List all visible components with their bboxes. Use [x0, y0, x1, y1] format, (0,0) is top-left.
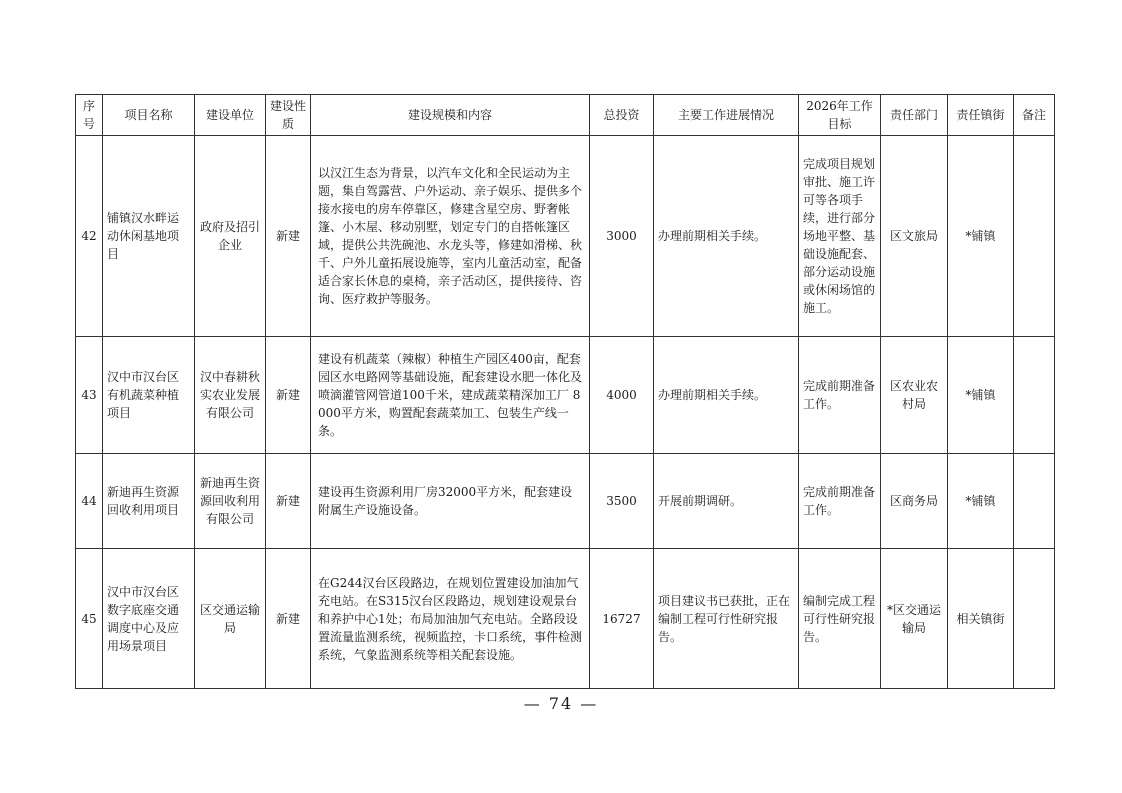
table-header-row [76, 95, 1055, 136]
cell-goal: 完成前期准备工作。 [799, 454, 881, 549]
cell-name: 汉中市汉台区有机蔬菜种植项目 [103, 337, 195, 454]
cell-street: *铺镇 [948, 337, 1014, 454]
cell-goal: 编制完成工程可行性研究报告。 [799, 549, 881, 689]
header-name: 项目名称 [103, 95, 195, 136]
cell-unit: 新迪再生资源回收利用有限公司 [195, 454, 266, 549]
cell-investment: 4000 [590, 337, 654, 454]
cell-unit: 区交通运输局 [195, 549, 266, 689]
cell-dept: 区农业农村局 [881, 337, 948, 454]
table-row [76, 136, 1055, 337]
header-remark: 备注 [1014, 95, 1055, 136]
table-row [76, 337, 1055, 454]
cell-progress: 项目建议书已获批，正在编制工程可行性研究报告。 [654, 549, 799, 689]
cell-progress: 办理前期相关手续。 [654, 337, 799, 454]
cell-progress: 开展前期调研。 [654, 454, 799, 549]
cell-unit: 政府及招引企业 [195, 136, 266, 337]
cell-index: 42 [76, 136, 103, 337]
cell-progress: 办理前期相关手续。 [654, 136, 799, 337]
cell-nature: 新建 [266, 136, 311, 337]
cell-street: 相关镇街 [948, 549, 1014, 689]
table-row [76, 454, 1055, 549]
cell-remark [1014, 337, 1055, 454]
cell-investment: 3500 [590, 454, 654, 549]
cell-goal: 完成前期准备工作。 [799, 337, 881, 454]
cell-street: *铺镇 [948, 136, 1014, 337]
header-scope: 建设规模和内容 [311, 95, 590, 136]
header-unit: 建设单位 [195, 95, 266, 136]
page-number: — 74 — [523, 694, 599, 713]
header-index: 序号 [76, 95, 103, 136]
cell-dept: *区交通运输局 [881, 549, 948, 689]
cell-nature: 新建 [266, 549, 311, 689]
cell-goal: 完成项目规划审批、施工许可等各项手续，进行部分场地平整、基础设施配套、部分运动设施或休闲场馆的施工。 [799, 136, 881, 337]
cell-remark [1014, 549, 1055, 689]
header-investment: 总投资 [590, 95, 654, 136]
header-street: 责任镇街 [948, 95, 1014, 136]
header-nature: 建设性质 [266, 95, 311, 136]
header-dept: 责任部门 [881, 95, 948, 136]
cell-dept: 区文旅局 [881, 136, 948, 337]
cell-nature: 新建 [266, 454, 311, 549]
cell-scope: 以汉江生态为背景，以汽车文化和全民运动为主题，集自驾露营、户外运动、亲子娱乐、提供多个接水接电的房车停靠区，修建含星空房、野奢帐篷、小木屋、移动别墅，划定专门的自搭帐篷区域，提供公共洗碗池、水龙头等，修建如滑梯、秋千、户外儿童拓展设施等，室内儿童活动室，配备适合家长休息的桌椅，亲子活动区，提供接待、咨询、医疗救护等服务。 [311, 136, 590, 337]
table-row [76, 549, 1055, 689]
cell-scope: 建设有机蔬菜（辣椒）种植生产园区400亩，配套园区水电路网等基础设施，配套建设水肥一体化及喷滴灌管网管道100千米，建成蔬菜精深加工厂 8000平方米，购置配套蔬菜加工、包装生产线一条。 [311, 337, 590, 454]
cell-investment: 16727 [590, 549, 654, 689]
project-table [75, 94, 1055, 689]
cell-investment: 3000 [590, 136, 654, 337]
cell-index: 43 [76, 337, 103, 454]
cell-name: 新迪再生资源回收利用项目 [103, 454, 195, 549]
cell-name: 汉中市汉台区数字底座交通调度中心及应用场景项目 [103, 549, 195, 689]
cell-index: 45 [76, 549, 103, 689]
header-goal: 2026年工作目标 [799, 95, 881, 136]
header-progress: 主要工作进展情况 [654, 95, 799, 136]
cell-unit: 汉中春耕秋实农业发展有限公司 [195, 337, 266, 454]
cell-scope: 建设再生资源利用厂房32000平方米，配套建设附属生产设施设备。 [311, 454, 590, 549]
cell-street: *铺镇 [948, 454, 1014, 549]
cell-dept: 区商务局 [881, 454, 948, 549]
cell-index: 44 [76, 454, 103, 549]
cell-name: 铺镇汉水畔运动休闲基地项目 [103, 136, 195, 337]
cell-remark [1014, 454, 1055, 549]
cell-nature: 新建 [266, 337, 311, 454]
cell-remark [1014, 136, 1055, 337]
cell-scope: 在G244汉台区段路边，在规划位置建设加油加气充电站。在S315汉台区段路边，规划建设观景台和养护中心1处；布局加油加气充电站。全路段设置流量监测系统，视频监控，卡口系统，事件检测系统，气象监测系统等相关配套设施。 [311, 549, 590, 689]
